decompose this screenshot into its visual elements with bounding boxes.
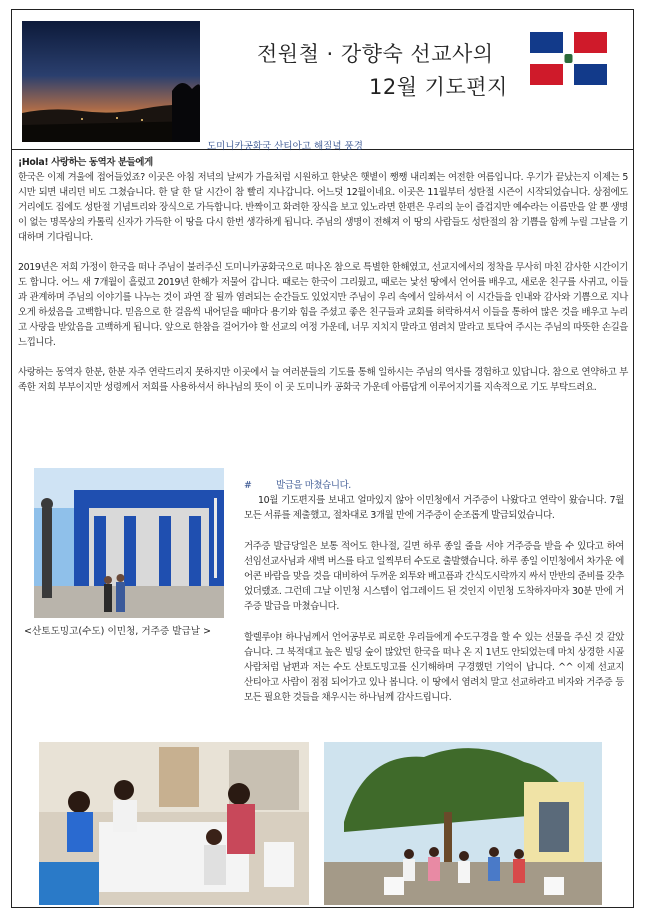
paragraph-3: 사랑하는 동역자 한분, 한분 자주 연락드리지 못하지만 이곳에서 늘 여러분들의 기도를 통해 일하시는 주님의 역사를 경험하고 있답니다. 참으로 연약하고 부족한 저희 부부이지만 성령께서 저희를 사용하셔서 하나님의 뜻이 이 곳 도미니카 공화국 가운데 아름답게 이루어지기를 지속적으로 기도 부탁드려요.: [18, 367, 628, 393]
paragraph-1: 한국은 이제 겨울에 접어들었죠? 이곳은 아침 저녁의 날씨가 가을처럼 시원하고 한낮은 햇볕이 쨍쨍 내리쬐는 여전한 여름입니다. 우기가 끝났는지 이제는 5시만 되면 내리던 비도 그쳤습니다. 한 달 한 달 시간이 참 빨리 지나갑니다. 어느덧 12월이네요. 이곳은 11월부터 성탄절 시즌이 시작되었습니다. 상점에도 거리에도 집에도 성탄절 기념트리와 장식으로 가득합니다. 반짝이고 화려한 장식을 보고 있노라면 한편은 우리의 눈이 즐겁지만 예수라는 이름만을 알 뿐 생명이 없는 명목상의 카톨릭 신자가 가득한 이 땅을 다시 한번 생각하게 됩니다. 주님의 생명이 전해져 이 땅의 사람들도 성탄절의 참 기쁨을 함께 누릴 그날을 기대하며 기다립니다.: [18, 172, 628, 243]
greeting: ¡Hola! 사랑하는 동역자 분들에게: [18, 157, 153, 168]
section-hash: #: [244, 480, 252, 491]
sunset-caption: 도미니카공화국 산티아고 해질녘 풍경: [207, 141, 363, 152]
section-paragraph-3: 할렐루야! 하나님께서 언어공부로 피로한 우리들에게 수도구경을 할 수 있는 선물을 주신 것 같았습니다. 그 북적대고 높은 빌딩 숲이 많았던 한국을 떠나 온 지 1년도 안되었는데 마치 상경한 시골사람처럼 남편과 저는 수도 산토도밍고를 신기해하며 구경했던 기억이 납니다. ^^ 이제 선교지 산티아고 사람이 점점 되어가고 있나 봅니다. 이 땅에서 염려치 말고 선교하라고 비자와 거주증 등 모든 필요한 것들을 채우시는 하나님께 감사드립니다.: [244, 631, 624, 704]
letter-title-line2: 12월 기도편지: [369, 75, 508, 99]
section-paragraph-2: 거주증 발급당일은 보통 적어도 한나절, 길면 하루 종일 줄을 서야 거주증을 받을 수 있다고 하여 선임선교사님과 새벽 버스를 타고 일찍부터 수도로 출발했습니다. 하루 종일 이민청에서 차가운 에어콘 바람을 맞을 것을 대비하여 두꺼운 외투와 배고픔과 간식도시락까지 싸서 만반의 준비를 갖추었더랬죠. 그런데 그날 이민청 시스템이 업그레이드 된 것인지 이민청 도착하자마자 30분 만에 거주증 발급을 마쳤습니다.: [244, 540, 624, 613]
paragraph-2: 2019년은 저희 가정이 한국을 떠나 주님이 불러주신 도미니카공화국으로 떠나온 참으로 특별한 한해였고, 선교지에서의 정착을 무사히 마친 감사한 시간이기도 합니다. 어느 새 7개월이 흘렀고 2019년 한해가 저물어 갑니다. 때로는 한국이 그리웠고, 때로는 낯선 땅에서 언어를 배우고, 새로운 친구를 사귀고, 이들과 관계하며 주님의 이야기를 나누는 것이 과연 잘 될까 염려되는 순간들도 있었지만 주님이 우리 속에서 일하셔서 이 시간들을 인내와 감사와 기쁨으로 지나오게 하셨음을 고백합니다. 믿음으로 한 걸음씩 내어딛을 때마다 용기와 힘을 주셨고 좋은 친구들과 교회를 허락하셔서 이들을 통하여 많은 것을 배우고 누리고 사랑을 받았음을 고백하게 됩니다. 앞으로 한참을 걸어가야 할 선교의 여정 가운데, 너무 지치지 말라고 염려치 말라고 토닥여 주시는 주님의 따뜻한 손길을 느낍니다.: [18, 262, 628, 348]
letter-title-line1: 전원철 · 강향숙 선교사의: [257, 42, 494, 66]
immigration-building-photo: [34, 468, 224, 618]
language-class-photo: [39, 742, 309, 905]
letter-page: [11, 9, 634, 908]
building-photo-caption: <산토도밍고(수도) 이민청, 거주증 발급날 >: [24, 626, 212, 637]
section-paragraph-1: 10월 기도편지를 보내고 얼마있지 않아 이민청에서 거주증이 나왔다고 연락이 왔습니다. 7월 모든 서류를 제출했고, 절차대로 3개월 만에 거주증이 순조롭게 발급되었습니다.: [244, 495, 624, 522]
letter-header: [12, 10, 633, 150]
residence-section: [244, 478, 624, 721]
section-heading-text: 발급을 마쳤습니다.: [276, 480, 351, 491]
church-gathering-photo: [324, 742, 602, 905]
sunset-photo: [22, 21, 200, 142]
dominican-flag-icon: [530, 32, 607, 85]
letter-body: [18, 155, 628, 410]
section-heading: [244, 478, 624, 493]
